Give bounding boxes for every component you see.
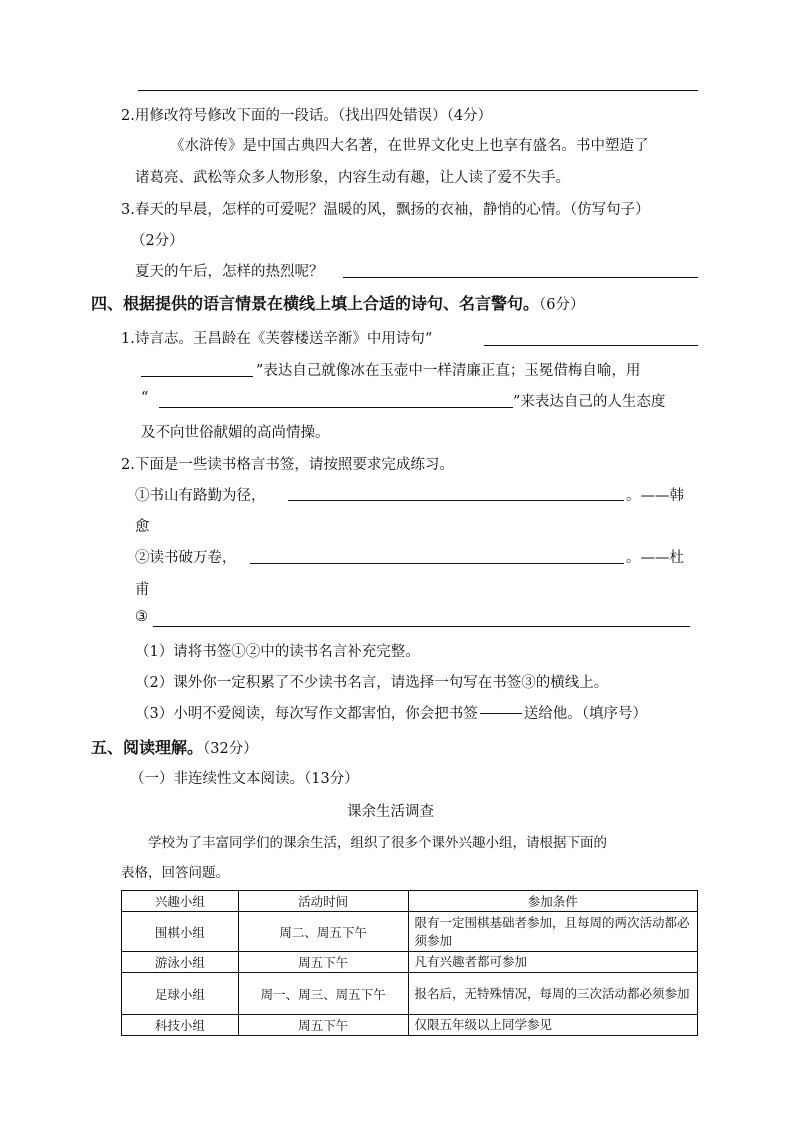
article-title: 课余生活调查 <box>347 804 434 820</box>
s4-q1-line-e: 及不向世俗献媚的高尚情操。 <box>141 425 330 441</box>
q3-score: （2分） <box>131 233 184 249</box>
s4-q1-line-b: ”表达自己就像冰在玉壶中一样清廉正直；玉冕借梅自喻，用 <box>256 363 641 379</box>
table-row <box>122 1015 698 1036</box>
table-header-group: 兴趣小组 <box>122 891 239 912</box>
s4-sub3-text-a: （3）小明不爱阅读，每次写作文都害怕，你会把书签 <box>135 706 478 722</box>
article-intro-line2: 表格，回答问题。 <box>121 865 229 881</box>
bookmark-1-author: 。——韩 <box>626 488 684 504</box>
section5-part1: （一）非连续性文本阅读。（13分） <box>130 771 359 787</box>
table-cell-group: 围棋小组 <box>122 912 239 952</box>
bookmark-1-text: ①书山有路勤为径， <box>135 488 266 504</box>
table-row <box>122 973 698 1015</box>
answer-line-top[interactable] <box>138 90 698 91</box>
bookmark-2-author: 。——杜 <box>626 550 684 566</box>
section4-heading <box>91 291 585 314</box>
table-header-condition: 参加条件 <box>408 891 697 912</box>
s4-sub2: （2）课外你一定积累了不少读书名言，请选择一句写在书签③的横线上。 <box>135 675 609 691</box>
table-cell-condition: 限有一定围棋基础者参加，且每周的两次活动都必须参加 <box>408 912 697 952</box>
s4-sub3-text-b: 送给他。（填序号） <box>523 706 647 722</box>
table-header-row <box>122 891 698 912</box>
table-cell-time: 周一、周三、周五下午 <box>238 973 408 1015</box>
q2-text-line1: 《水浒传》是中国古典四大名著，在世界文化史上也享有盛名。书中塑造了 <box>170 138 649 154</box>
bookmark-2-blank[interactable] <box>250 563 624 564</box>
q3-title: 3.春天的早晨，怎样的可爱呢？温暖的风，飘扬的衣袖，静悄的心情。（仿写句子） <box>121 202 650 218</box>
table-header-time: 活动时间 <box>238 891 408 912</box>
s4-q1-line-a: 1.诗言志。王昌龄在《芙蓉楼送辛渐》中用诗句“ <box>121 331 433 347</box>
table-cell-time: 周五下午 <box>238 952 408 973</box>
section4-score: （6分） <box>539 297 585 313</box>
s4-q1-line-d: ”来表达自己的人生态度 <box>513 394 666 410</box>
s4-sub1: （1）请将书签①②中的读书名言补充完整。 <box>135 644 420 660</box>
table-cell-condition: 仅限五年级以上同学参见 <box>408 1015 697 1036</box>
s4-q2-title: 2.下面是一些读书格言书签，请按照要求完成练习。 <box>121 457 454 473</box>
q2-text-line2: 诸葛亮、武松等众多人物形象，内容生动有趣，让人读了爱不失手。 <box>135 170 570 186</box>
interest-group-table <box>121 890 698 1036</box>
table-cell-group: 足球小组 <box>122 973 239 1015</box>
section4-title: 四、根据提供的语言情景在横线上填上合适的诗句、名言警句。 <box>91 294 540 313</box>
s4-sub3 <box>135 702 647 723</box>
bookmark-1-blank[interactable] <box>288 500 624 501</box>
bookmark-3-blank[interactable] <box>153 626 690 627</box>
table-cell-time: 周五下午 <box>238 1015 408 1036</box>
bookmark-1-author-wrap: 愈 <box>135 519 150 535</box>
q3-answer-line[interactable] <box>343 277 698 278</box>
table-row <box>122 912 698 952</box>
q2-title: 2.用修改符号修改下面的一段话。（找出四处错误）（4分） <box>121 108 493 124</box>
table-cell-group: 科技小组 <box>122 1015 239 1036</box>
s4-q1-blank1[interactable] <box>484 345 698 346</box>
q3-prompt: 夏天的午后，怎样的热烈呢？ <box>135 264 324 280</box>
table-cell-condition: 报名后，无特殊情况，每周的三次活动都必须参加 <box>408 973 697 1015</box>
bookmark-2-text: ②读书破万卷， <box>135 550 237 566</box>
table-cell-group: 游泳小组 <box>122 952 239 973</box>
s4-q1-blank2[interactable] <box>159 407 513 408</box>
table-cell-condition: 凡有兴趣者都可参加 <box>408 952 697 973</box>
section5-title: 五、阅读理解。 <box>91 738 204 757</box>
bookmark-2-author-wrap: 甫 <box>135 582 150 598</box>
bookmark-3-marker: ③ <box>135 609 148 625</box>
s4-q1-line-c: “ <box>141 390 149 406</box>
table-row <box>122 952 698 973</box>
section5-heading <box>91 735 258 758</box>
s4-sub3-blank[interactable] <box>480 713 522 714</box>
s4-q1-blank1-cont[interactable] <box>141 376 253 377</box>
table-cell-time: 周二、周五下午 <box>238 912 408 952</box>
article-intro-line1: 学校为了丰富同学们的课余生活，组织了很多个课外兴趣小组，请根据下面的 <box>148 835 607 851</box>
section5-score: （32分） <box>203 741 258 757</box>
